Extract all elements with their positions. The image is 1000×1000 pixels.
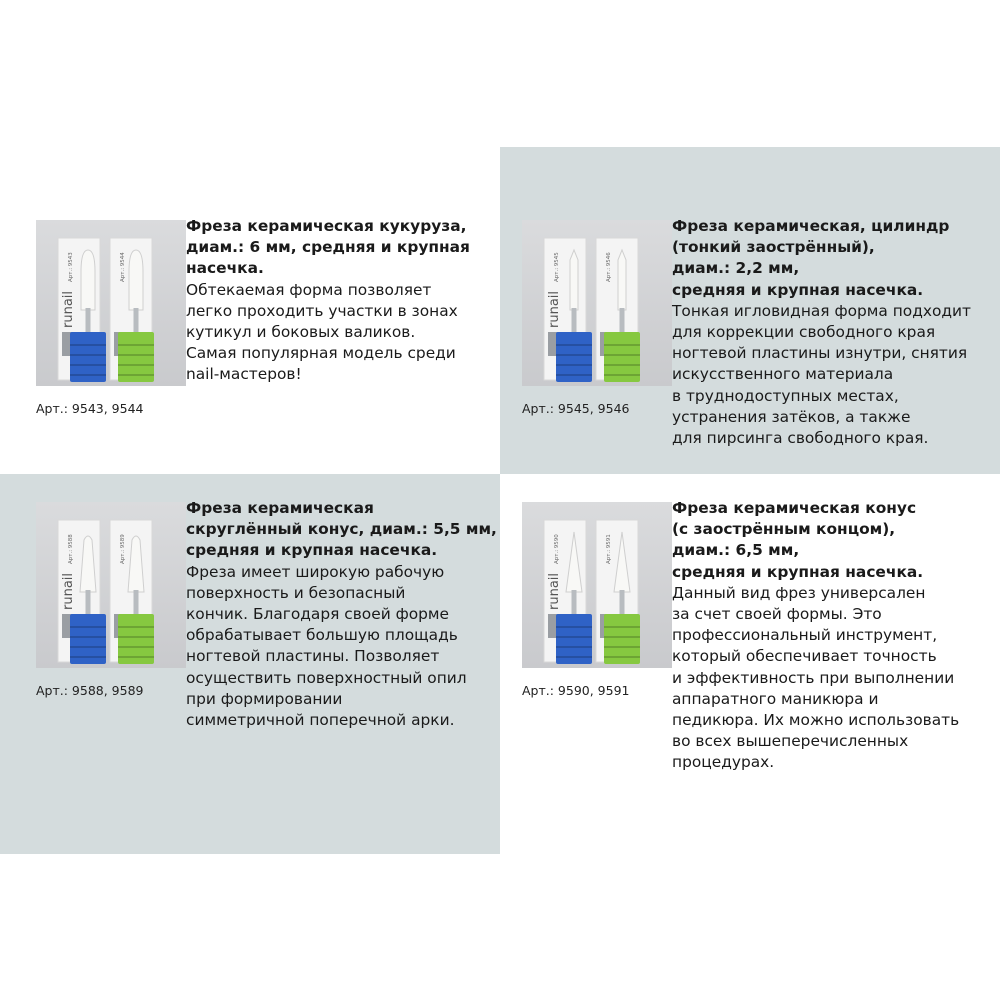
bit-shank <box>134 308 139 334</box>
holder-groove <box>70 656 106 658</box>
product-illustration <box>36 220 186 386</box>
product-description-block <box>672 498 959 774</box>
holder-groove <box>556 626 592 628</box>
box-article-label: Арт.: 9545 <box>554 252 560 282</box>
bit-shank <box>620 308 625 334</box>
brand-logo: runail <box>547 572 562 610</box>
product-title-line: Фреза керамическая, цилиндр <box>672 217 950 235</box>
product-description-line: и эффективность при выполнении <box>672 668 955 687</box>
ceramic-bit <box>129 250 143 310</box>
holder-groove <box>118 646 154 648</box>
holder-groove <box>118 344 154 346</box>
product-title-line: средняя и крупная насечка. <box>186 541 438 560</box>
bit-shank <box>86 308 91 334</box>
product-description-line: симметричной поперечной арки. <box>186 711 455 730</box>
product-description-line: для пирсинга свободного края. <box>672 429 929 448</box>
product-description-line: nail-мастеров! <box>186 365 302 384</box>
holder-groove <box>70 636 106 638</box>
box-article-label: Арт.: 9591 <box>606 534 612 564</box>
product-title-line: (тонкий заострённый), <box>672 238 875 257</box>
box-article-label: Арт.: 9544 <box>120 252 126 282</box>
product-description-line: устранения затёков, а также <box>672 407 911 426</box>
holder-groove <box>604 374 640 376</box>
holder-groove <box>70 354 106 356</box>
holder-groove <box>70 364 106 366</box>
product-description-line: ногтевой пластины. Позволяет <box>186 647 440 666</box>
holder-groove <box>118 354 154 356</box>
box-article-label: Арт.: 9546 <box>606 252 612 282</box>
product-title-line: Фреза керамическая <box>186 499 374 517</box>
product-description-block <box>672 216 971 449</box>
holder-groove <box>70 626 106 628</box>
product-description-line: во всех вышеперечисленных <box>672 732 909 751</box>
article-number: Арт.: 9588, 9589 <box>36 683 144 698</box>
product-photo <box>522 220 672 386</box>
product-illustration <box>522 502 672 668</box>
holder-groove <box>604 364 640 366</box>
holder-groove <box>556 344 592 346</box>
holder-groove <box>118 374 154 376</box>
product-title-line: насечка. <box>186 259 264 278</box>
brand-logo: runail <box>547 290 562 328</box>
product-title-line: средняя и крупная насечка. <box>672 562 924 581</box>
article-number: Арт.: 9543, 9544 <box>36 401 144 416</box>
holder-groove <box>70 374 106 376</box>
bit-shank <box>86 590 91 616</box>
ceramic-bit <box>81 250 95 310</box>
holder-groove <box>604 636 640 638</box>
product-description-line: Данный вид фрез универсален <box>672 583 926 602</box>
brand-logo: runail <box>61 290 76 328</box>
product-description-line: Тонкая игловидная форма подходит <box>672 301 971 320</box>
product-title-line: Фреза керамическая конус <box>672 499 917 517</box>
box-article-label: Арт.: 9589 <box>120 534 126 564</box>
product-description-block <box>186 216 470 386</box>
product-description-line: профессиональный инструмент, <box>672 626 938 645</box>
product-photo <box>36 220 186 386</box>
product-description-line: при формировании <box>186 689 343 708</box>
product-description-line: поверхность и безопасный <box>186 583 406 602</box>
holder-groove <box>604 354 640 356</box>
product-description-line: обрабатывает большую площадь <box>186 626 458 645</box>
product-description-line: кутикул и боковых валиков. <box>186 323 416 342</box>
product-description-line: Обтекаемая форма позволяет <box>186 280 432 299</box>
holder-groove <box>556 656 592 658</box>
box-article-label: Арт.: 9588 <box>68 534 74 564</box>
product-description-line: который обеспечивает точность <box>672 647 937 666</box>
bit-shank <box>620 590 625 616</box>
product-description-line: кончик. Благодаря своей форме <box>186 605 450 624</box>
holder-groove <box>118 626 154 628</box>
holder-groove <box>70 344 106 346</box>
product-illustration <box>36 502 186 668</box>
product-description-line: за счет своей формы. Это <box>672 605 882 624</box>
product-title-line: (с заострённым концом), <box>672 520 896 539</box>
product-description-line: искусственного материала <box>672 365 894 384</box>
holder-groove <box>604 656 640 658</box>
holder-groove <box>118 364 154 366</box>
product-title-line: диам.: 6,5 мм, <box>672 541 800 560</box>
bit-shank <box>572 308 577 334</box>
holder-groove <box>556 636 592 638</box>
product-title-line: диам.: 2,2 мм, <box>672 259 800 278</box>
product-description-line: педикюра. Их можно использовать <box>672 711 960 730</box>
holder-groove <box>604 646 640 648</box>
bit-shank <box>134 590 139 616</box>
holder-groove <box>118 636 154 638</box>
ceramic-bit <box>570 250 578 310</box>
holder-groove <box>556 364 592 366</box>
product-photo <box>36 502 186 668</box>
brand-logo: runail <box>61 572 76 610</box>
product-photo <box>522 502 672 668</box>
holder-groove <box>556 646 592 648</box>
holder-groove <box>604 626 640 628</box>
product-title-line: средняя и крупная насечка. <box>672 280 924 299</box>
product-description-line: в труднодоступных местах, <box>672 386 899 405</box>
product-description-line: процедурах. <box>672 753 775 772</box>
product-illustration <box>522 220 672 386</box>
holder-groove <box>604 344 640 346</box>
article-number: Арт.: 9545, 9546 <box>522 401 630 416</box>
product-description-line: аппаратного маникюра и <box>672 689 879 708</box>
product-description-line: осуществить поверхностный опил <box>186 668 467 687</box>
product-title-line: скруглённый конус, диам.: 5,5 мм, <box>186 520 497 539</box>
box-article-label: Арт.: 9543 <box>68 252 74 282</box>
holder-groove <box>118 656 154 658</box>
product-description-line: Самая популярная модель среди <box>186 344 456 363</box>
product-description-block <box>186 498 497 731</box>
product-title-line: диам.: 6 мм, средняя и крупная <box>186 238 470 257</box>
holder-groove <box>556 374 592 376</box>
product-description-line: для коррекции свободного края <box>672 323 936 342</box>
product-description-line: легко проходить участки в зонах <box>186 301 458 320</box>
box-article-label: Арт.: 9590 <box>554 534 560 564</box>
ceramic-bit <box>618 250 626 310</box>
holder-groove <box>556 354 592 356</box>
product-description-line: ногтевой пластины изнутри, снятия <box>672 344 968 363</box>
holder-groove <box>70 646 106 648</box>
bit-shank <box>572 590 577 616</box>
article-number: Арт.: 9590, 9591 <box>522 683 630 698</box>
product-title-line: Фреза керамическая кукуруза, <box>186 217 467 235</box>
product-description-line: Фреза имеет широкую рабочую <box>186 562 445 581</box>
